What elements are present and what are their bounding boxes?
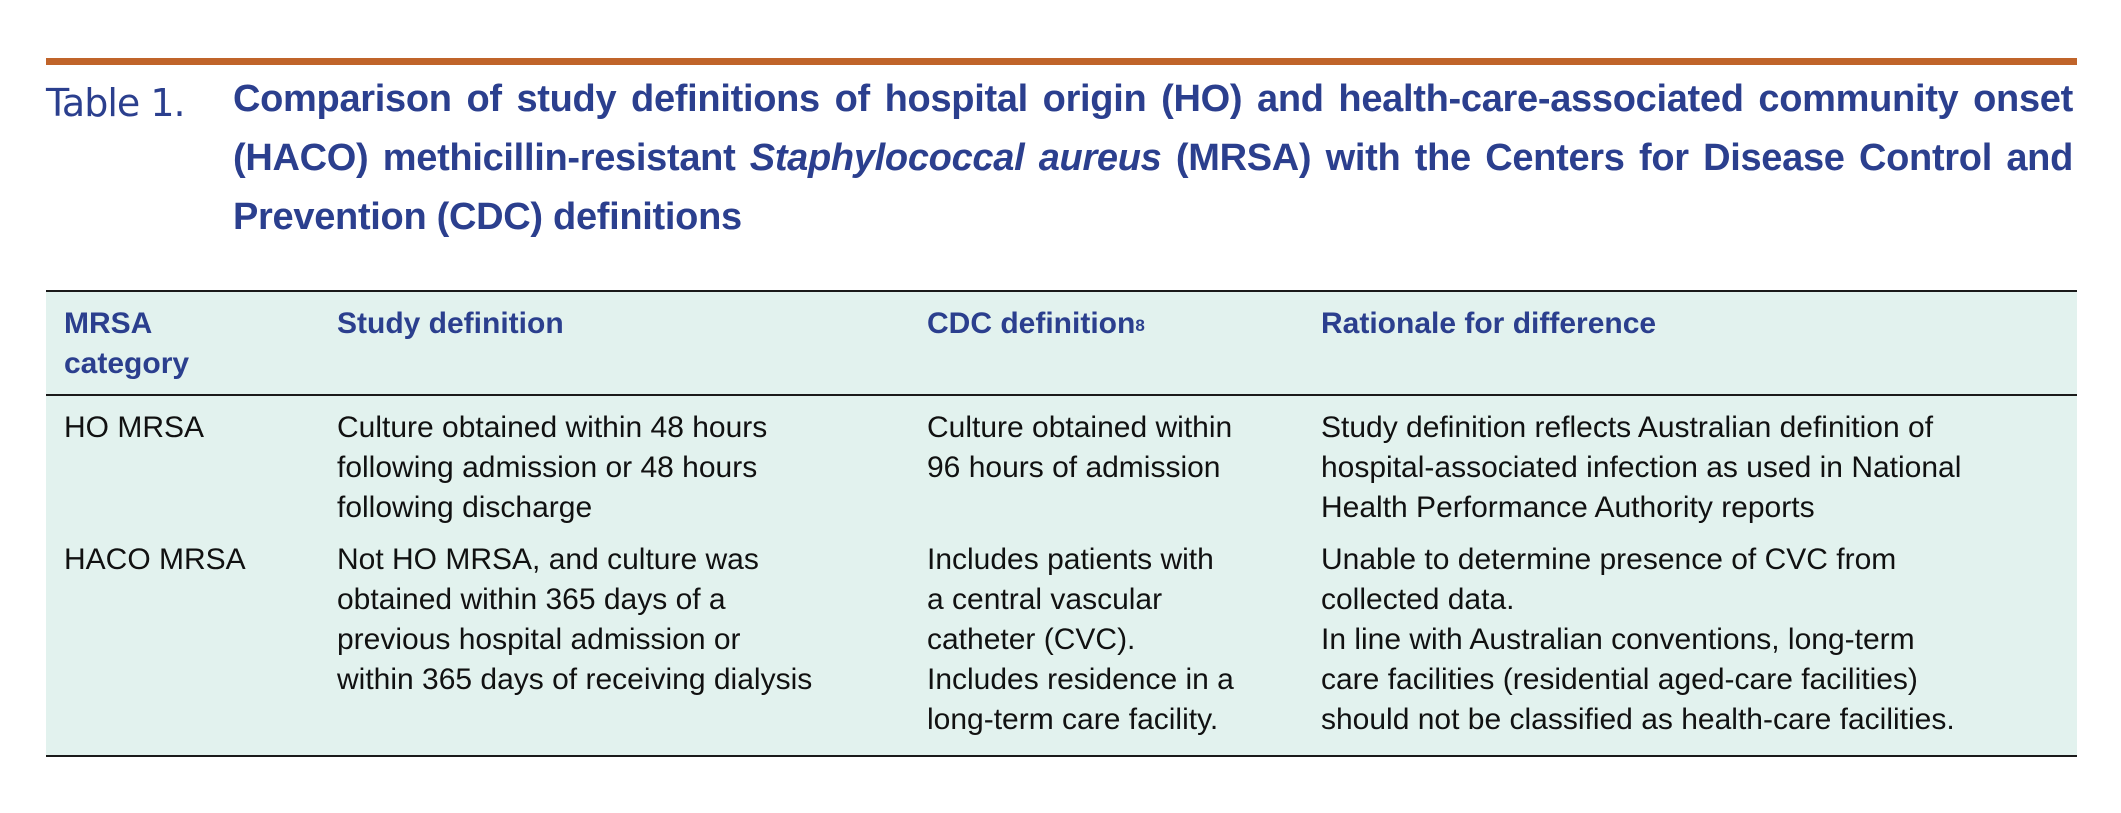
table-row (46, 528, 2077, 740)
cell-study-definition: Not HO MRSA, and culture was obtained within 365 days of a previous hospital admission or within 365 days of receiving dialysis (337, 543, 813, 696)
table-title (233, 70, 2073, 247)
table-label: Table 1. (46, 81, 185, 125)
header-cdc-definition: CDC definition$^8$ (909, 292, 1303, 395)
title-text-part1: Comparison of study definitions of hospital origin (HO) and health-care-associated community onset (HACO) methicillin-resistant (233, 78, 2073, 179)
header-rationale: Rationale for difference (1303, 292, 2077, 395)
title-italic-organism: Staphylococcal aureus (749, 137, 1162, 179)
cell-cdc-definition: Culture obtained within 96 hours of admission (927, 411, 1233, 484)
table-header-row (46, 292, 2077, 395)
definitions-table (46, 290, 2077, 757)
top-accent-rule (46, 58, 2077, 65)
header-mrsa-category: MRSA category (46, 292, 319, 395)
cell-cdc-definition: Includes patients with a central vascular catheter (CVC). Includes residence in a long-term care facility. (927, 543, 1234, 736)
table-row (46, 395, 2077, 528)
cell-category: HO MRSA (64, 411, 205, 444)
cell-category: HACO MRSA (64, 543, 246, 576)
header-study-definition: Study definition (319, 292, 909, 395)
title-text-part2: (MRSA) with the Centers for Disease Control and Prevention (CDC) definitions (233, 137, 2073, 238)
cdc-reference: 8 (1135, 316, 1145, 335)
cell-rationale: Study definition reflects Australian definition of hospital-associated infection as used in National Health Performance Authority reports (1321, 411, 1962, 524)
cell-study-definition: Culture obtained within 48 hours following admission or 48 hours following discharge (337, 411, 768, 524)
cell-rationale: Unable to determine presence of CVC from collected data. In line with Australian conventions, long-term care facilities (residential aged-care facilities) should not be classified as health-care facilities. (1321, 543, 1955, 736)
